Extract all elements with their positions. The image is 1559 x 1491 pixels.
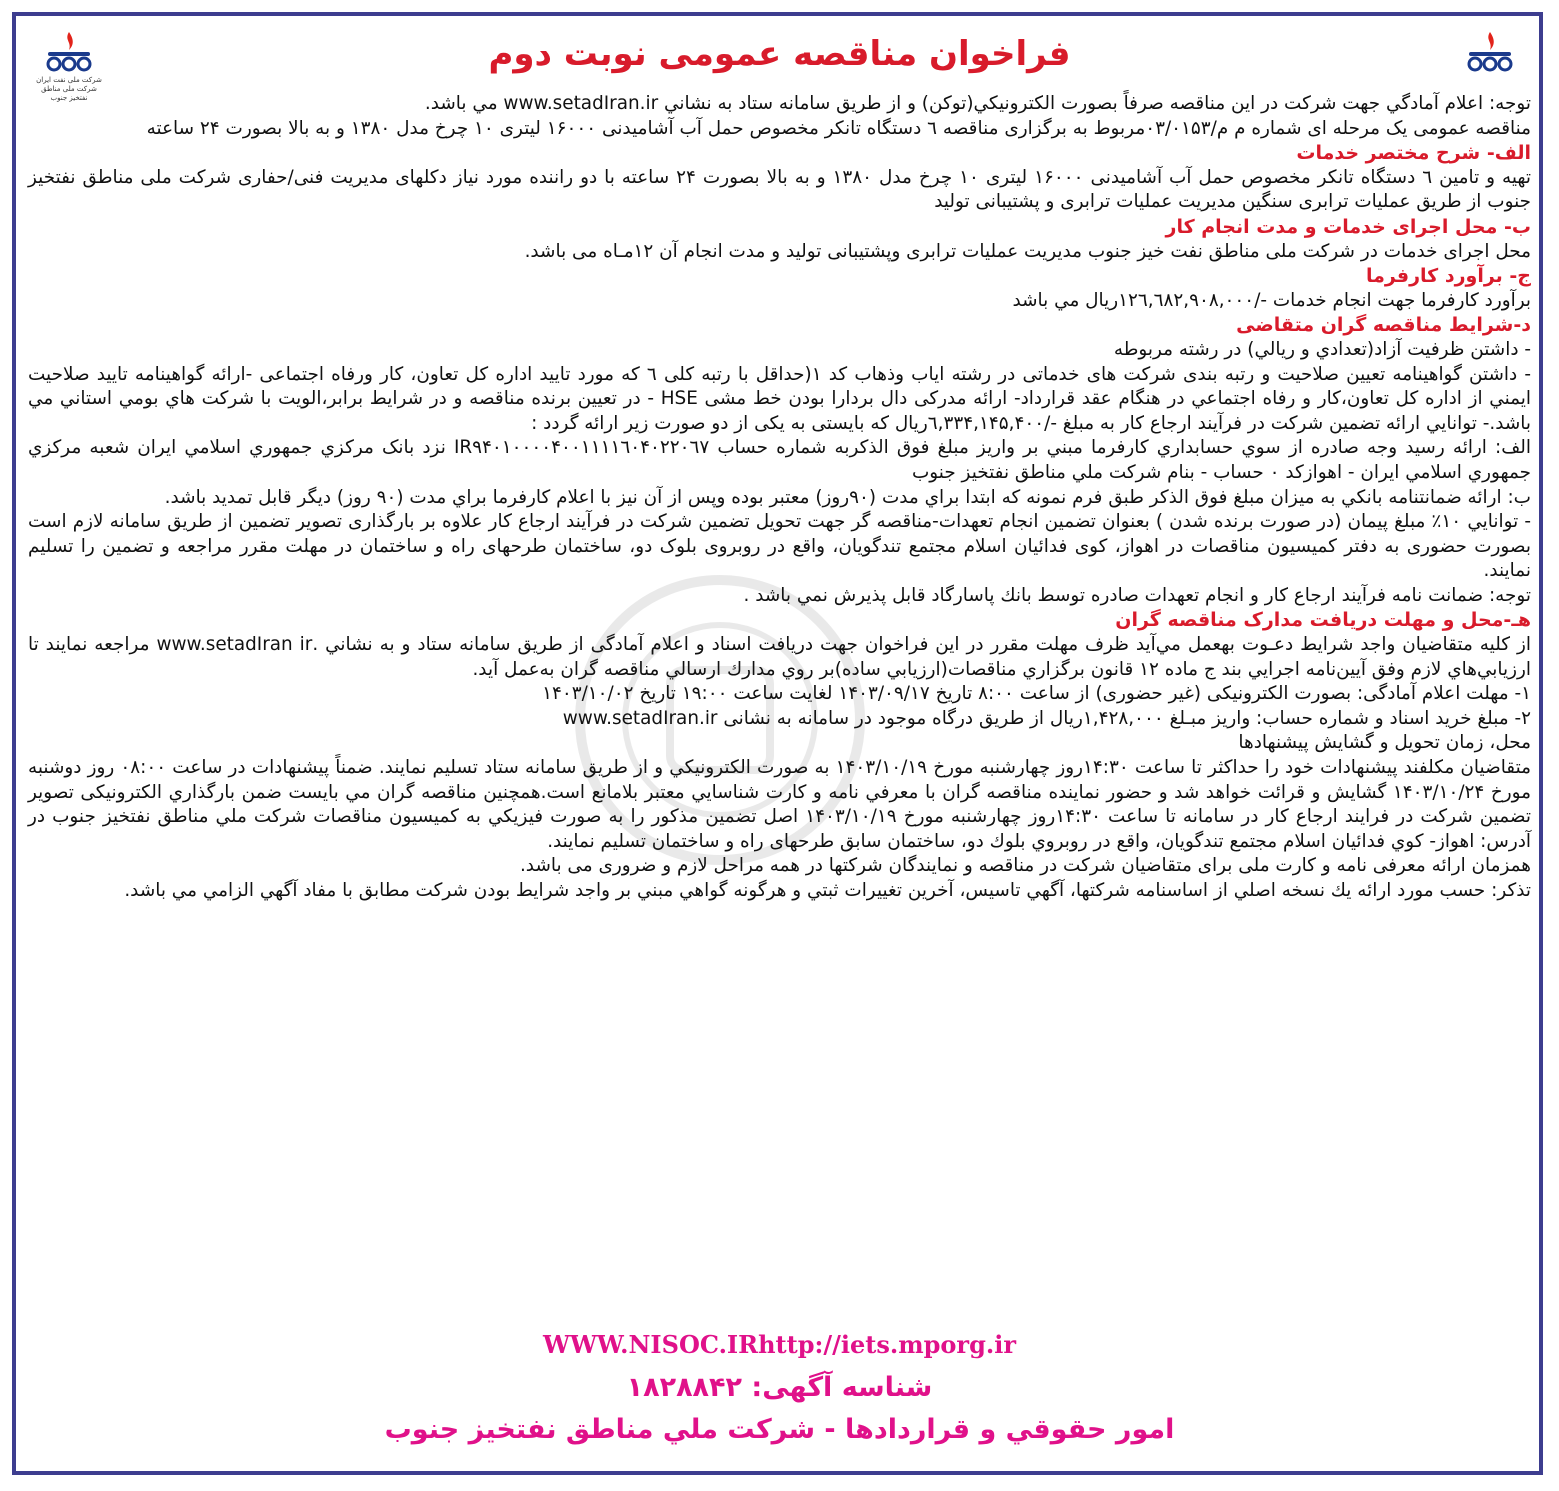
paragraph: ب: ارائه ضمانتنامه بانكي به ميزان مبلغ فوق الذكر طبق فرم نمونه كه ابتدا براي مدت (۹۰روز) معتبر بوده وپس از آن نيز با اعلام كارفرما براي مدت (۹۰ روز) ديگر قابل تمديد باشد.: [164, 486, 1531, 508]
footer-links[interactable]: WWW.NISOC.IRhttp://iets.mporg.ir: [543, 1330, 1016, 1359]
paragraph: محل، زمان تحویل و گشایش پیشنهادها: [1238, 732, 1531, 754]
paragraph: ۲- مبلغ خرید اسناد و شماره حساب: واریز مبـلغ ۱,۴۲۸,۰۰۰ریال از طريق درگاه موجود در سامانه به نشانی www.setadIran.ir: [562, 707, 1531, 729]
paragraph: توجه: ضمانت نامه فرآيند ارجاع كار و انجام تعهدات صادره توسط بانك پاسارگاد قابل پذيرش نمي باشد .: [743, 584, 1531, 606]
page-title: فراخوان مناقصه عمومی نوبت دوم: [488, 34, 1071, 74]
section-heading: ج- برآورد کارفرما: [1365, 265, 1531, 288]
announcement-body: [28, 92, 1531, 904]
logo-caption: شرکت ملی نفت ایران شرکت ملی مناطق نفتخیز جنوب: [36, 76, 102, 102]
paragraph: مناقصه عمومی یک مرحله ای شماره م م/۰۳/۰۱۵۳مربوط به برگزاری مناقصه ٦ دستگاه تانکر مخصوص حمل آب آشامیدنی ۱۶۰۰۰ لیتری ۱۰ چرخ مدل ۱۳۸۰ و به بالا بصورت ۲۴ ساعته: [146, 117, 1531, 139]
paragraph: ۱- مهلت اعلام آمادگی: بصورت الکترونیکی (غیر حضوری) از ساعت ۸:۰۰ تاریخ ۱۴۰۳/۰۹/۱۷ لغایت ساعت ۱۹:۰۰ تاریخ ۱۴۰۳/۱۰/۰۲: [542, 683, 1531, 705]
paragraph: متقاضيان مكلفند پيشنهادات خود را حداكثر تا ساعت ۱۴:۳۰روز چهارشنبه مورخ ۱۴۰۳/۱۰/۱۹ به صورت الكترونيكي و از طريق سامانه ستاد تسليم نمايند. ضمناً پيشنهادات در ساعت ۰۸:۰۰ روز دوشنبه مورخ ۱۴۰۳/۱۰/۲۴ گشايش و قرائت خواهد شد و حضور نماينده مناقصه گران با معرفي نامه و كارت شناسايي معتبر بلامانع است.همچنين مناقصه گران مي بايست ضمن بارگذاري الکترونیکی تصویر تضمين شركت در فرايند ارجاع كار در سامانه تا ساعت ۱۴:۳۰روز چهارشنبه مورخ ۱۴۰۳/۱۰/۱۹ اصل تضمين مذكور را به صورت فيزيكي به كميسيون مناقصات شركت ملي مناطق نفتخيز جنوب در آدرس: اهواز- كوي فدائيان اسلام مجتمع تندگويان، واقع در روبروي بلوك دو، ساختمان سابق طرحهای راه و ساختمان تسليم نمايند.: [28, 757, 1532, 852]
section-heading: ب- محل اجرای خدمات و مدت انجام کار: [1165, 215, 1531, 238]
paragraph: همزمان ارائه معرفی نامه و کارت ملی برای متقاضیان شرکت در مناقصه و نمایندگان شرکتها در همه مراحل لازم و ضروری می باشد.: [519, 855, 1531, 877]
paragraph: توجه: اعلام آمادگي جهت شركت در اين مناقصه صرفاً بصورت الكترونيكي(توكن) و از طريق سامانه ستاد به نشاني www.setadIran.ir مي باشد.: [424, 93, 1531, 114]
paragraph: الف: ارائه رسيد وجه صادره از سوي حسابداري كارفرما مبني بر واريز مبلغ فوق الذكربه شماره حساب IR۹۴۰۱۰۰۰۰۴۰۰۱۱۱۱٦۰۴۰۲۲۰٦۷ نزد بانک مرکزي جمهوري اسلامي ايران شعبه مرکزي جمهوري اسلامي ايران - اهوازکد ۰ حساب - بنام شرکت ملي مناطق نفتخيز جنوب: [28, 437, 1531, 483]
paragraph: از كليه متقاضيان واجد شرايط دعـوت بهعمل مي‌آيد ظرف مهلت مقرر در اين فراخوان جهت دريافت اسناد و اعلام آمادگی از طريق سامانه ستاد و به نشاني .www.setadIran ir مراجعه نمايند تا ارزيابي‌هاي لازم وفق آيين‌نامه اجرايي بند ج ماده ۱۲ قانون برگزاري مناقصات(ارزيابي ساده)بر روي مدارك ارسالي مناقصه گران به‌عمل آيد.: [28, 634, 1531, 680]
paragraph: تذکر: حسب مورد ارائه يك نسخه اصلي از اساسنامه شركتها، آگهي تاسيس، آخرين تغييرات ثبتي و هرگونه گواهي مبني بر واجد شرايط بودن شركت مطابق با مفاد آگهي الزامي مي باشد.: [124, 880, 1531, 901]
signature: امور حقوقي و قراردادها - شركت ملي مناطق نفتخيز جنوب: [384, 1414, 1175, 1445]
section-heading: هـ-محل و مهلت دریافت مدارک مناقصه گران: [1115, 609, 1531, 632]
paragraph: - داشتن گواهینامه تعیین صلاحیت و رتبه بندی شرکت های خدماتی در رشته ایاب وذهاب کد ۱(حداقل با رتبه کلی ٦ که مورد تایید اداره کل تعاون، کار ورفاه اجتماعی -ارائه گواهينامه تاييد صلاحيت ايمني از اداره كل تعاون،كار و رفاه اجتماعي در هنگام عقد قرارداد- ارائه مدرکی دال بردارا بودن خط مشی HSE - در تعيين برنده مناقصه و در شرايط برابر،الويت با شركت هاي بومي استاني مي باشد.- توانایي ارائه تضمين شرکت در فرآیند ارجاع کار به مبلغ -/٦,۳۳۴,۱۴۵,۴۰۰ریال که بایستی به یکی از دو صورت زیر ارائه گردد :: [28, 363, 1532, 434]
section-heading: الف- شرح مختصر خدمات: [1296, 142, 1531, 165]
paragraph: - داشتن ظرفيت آزاد(تعدادي و ريالي) در رشته مربوطه: [1113, 338, 1531, 360]
ad-id: شناسه آگهی: ۱۸۲۸۸۴۲: [626, 1372, 933, 1403]
paragraph: برآورد کارفرما جهت انجام خدمات -/۱۲٦,٦۸۲,۹۰۸,۰۰۰ريال مي باشد: [1012, 289, 1531, 311]
paragraph: محل اجرای خدمات در شرکت ملی مناطق نفت خیز جنوب مدیریت عملیات ترابری وپشتیبانی تولید و مدت انجام آن ۱۲مـاه می باشد.: [524, 240, 1531, 262]
paragraph: - توانایي ۱۰٪ مبلغ پیمان (در صورت برنده شدن ) بعنوان تضمين انجام تعهدات-مناقصه گر جهت تحویل تضمین شرکت در فرآیند ارجاع کار علاوه بر بارگذاری تصویر تضمین از طریق سامانه لازم است بصورت حضوری به دفتر کمیسیون مناقصات در اهواز، کوی فدائیان اسلام مجتمع تندگویان، واقع در روبروی بلوک دو، ساختمان طرحهای راه و ساختمان در مهلت مقرر مراجعه و تضمین را تسلیم نمایند.: [28, 511, 1531, 582]
section-heading: د-شرایط مناقصه گران متقاضی: [1236, 314, 1531, 337]
paragraph: تهیه و تامین ٦ دستگاه تانکر مخصوص حمل آب آشامیدنی ۱۶۰۰۰ لیتری ۱۰ چرخ مدل ۱۳۸۰ و به بالا بصورت ۲۴ ساعته با دو راننده مورد نیاز دکلهای مدیریت فنی/حفاری شرکت ملی مناطق نفتخیز جنوب از طریق عملیات ترابری سنگین مدیریت عملیات ترابری و پشتیبانی تولید: [28, 166, 1531, 213]
